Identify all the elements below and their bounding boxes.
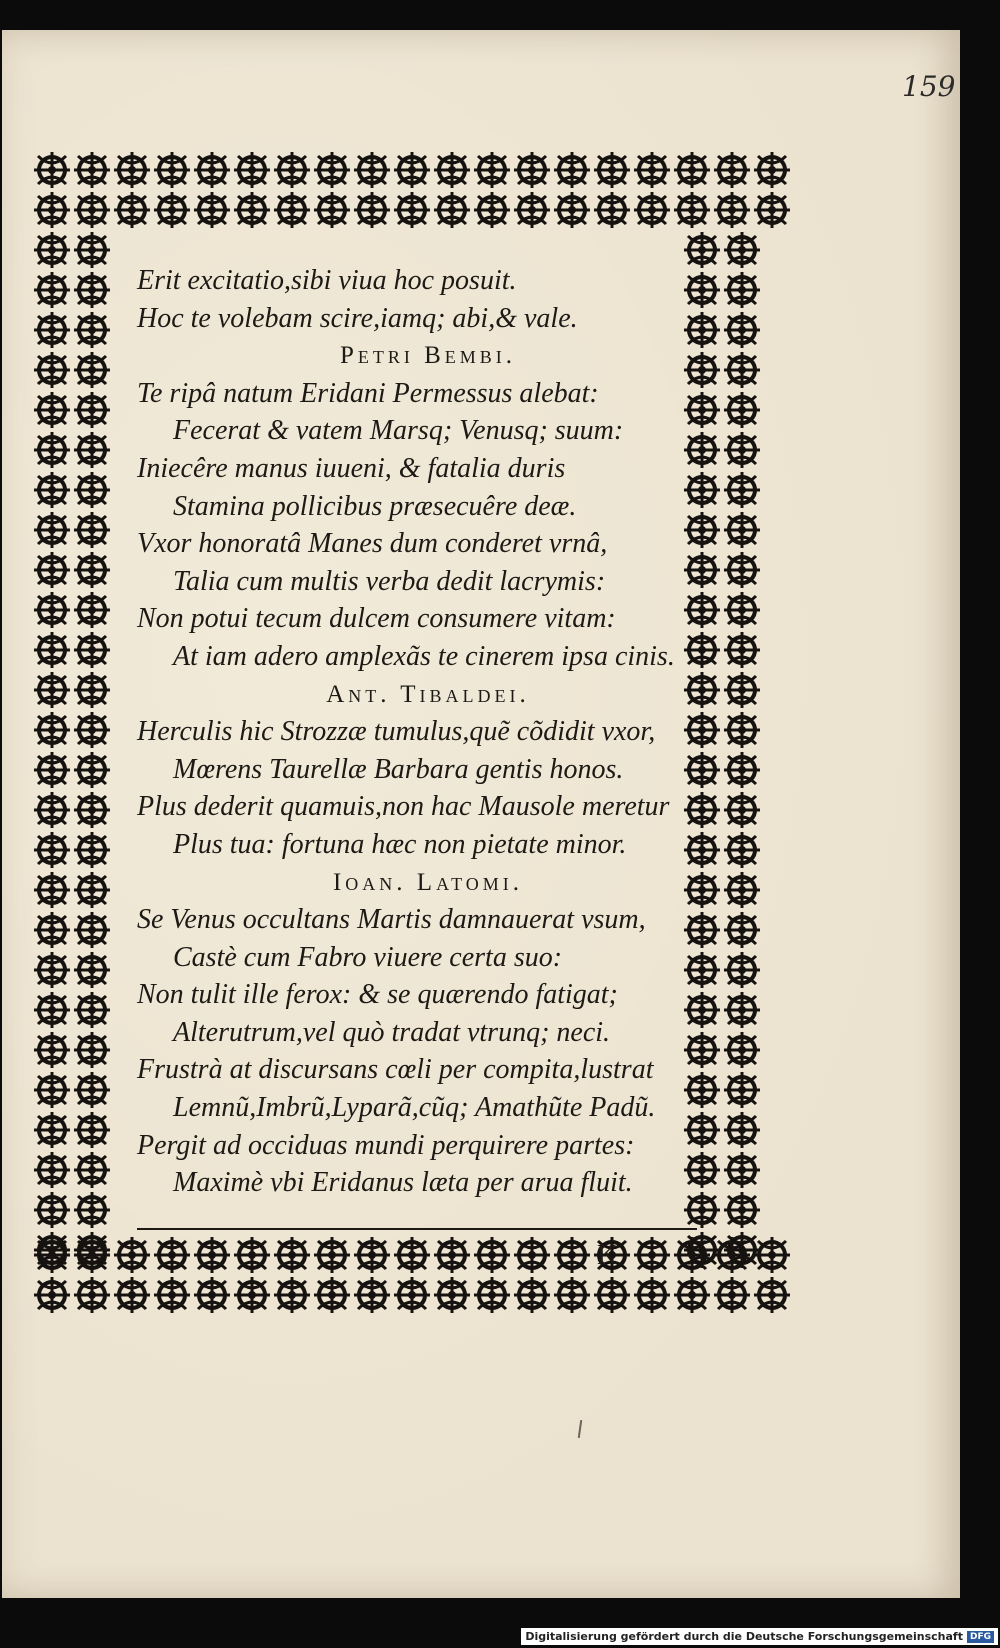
border-ornament (724, 472, 760, 508)
verse-line: Erit excitatio,sibi viua hoc posuit. (137, 265, 517, 296)
border-ornament (34, 792, 70, 828)
border-ornament (724, 272, 760, 308)
border-ornament (274, 1237, 310, 1273)
border-ornament (594, 192, 630, 228)
border-ornament (724, 432, 760, 468)
border-ornament (74, 592, 110, 628)
border-ornament (74, 1192, 110, 1228)
border-ornament (74, 1072, 110, 1108)
border-ornament (724, 912, 760, 948)
verse-line: Iniecêre manus iuueni, & fatalia duris (137, 452, 566, 484)
border-ornament (34, 912, 70, 948)
border-ornament (34, 1032, 70, 1068)
border-ornament (754, 1237, 790, 1273)
border-ornament (74, 552, 110, 588)
verse-line: Lemnũ,Imbrũ,Lyparã,cũq; Amathũte Padũ. (173, 1092, 656, 1124)
verse-line: Non potui tecum dulcem consumere vitam: (137, 603, 616, 635)
border-ornament (724, 232, 760, 268)
border-ornament (394, 1277, 430, 1313)
verse-line: Pergit ad occiduas mundi perquirere partes: (137, 1129, 635, 1161)
verse-line: Alterutrum,vel quò tradat vtrunq; neci. (173, 1016, 611, 1048)
border-ornament (234, 1277, 270, 1313)
border-ornament (314, 152, 350, 188)
border-ornament (74, 832, 110, 868)
book-page (2, 30, 960, 1598)
border-ornament (274, 1277, 310, 1313)
border-ornament (314, 192, 350, 228)
border-ornament (114, 192, 150, 228)
border-ornament (74, 312, 110, 348)
border-ornament (34, 672, 70, 708)
border-ornament (634, 152, 670, 188)
border-ornament (74, 432, 110, 468)
border-ornament (724, 592, 760, 628)
border-ornament (724, 832, 760, 868)
border-ornament (754, 1277, 790, 1313)
border-ornament (724, 632, 760, 668)
border-ornament (724, 992, 760, 1028)
verse-line: Plus dederit quamuis,non hac Mausole meretur (137, 791, 670, 823)
border-ornament (434, 1237, 470, 1273)
border-ornament (234, 192, 270, 228)
border-ornament (234, 1237, 270, 1273)
border-ornament (74, 712, 110, 748)
border-ornament (34, 1232, 70, 1268)
border-ornament (724, 1112, 760, 1148)
border-ornament (34, 352, 70, 388)
border-ornament (154, 1237, 190, 1273)
section-heading: Ioan. Latomi. (332, 868, 523, 896)
border-ornament (74, 1032, 110, 1068)
pencil-mark (578, 1420, 582, 1438)
border-ornament (554, 152, 590, 188)
border-ornament (34, 632, 70, 668)
border-ornament (74, 512, 110, 548)
border-ornament (354, 1237, 390, 1273)
dfg-logo: DFG (967, 1631, 994, 1643)
border-ornament (724, 1192, 760, 1228)
border-ornament (514, 1277, 550, 1313)
border-ornament (74, 672, 110, 708)
footer-text: Digitalisierung gefördert durch die Deutsche Forschungsgemeinschaft (525, 1630, 963, 1643)
verse-line: Mœrens Taurellæ Barbara gentis honos. (173, 753, 624, 785)
border-ornament (34, 472, 70, 508)
border-ornament (314, 1277, 350, 1313)
verse-line: At iam adero amplexãs te cinerem ipsa cinis. (173, 640, 675, 672)
border-ornament (154, 152, 190, 188)
border-ornament (114, 1277, 150, 1313)
border-ornament (34, 832, 70, 868)
border-ornament (514, 152, 550, 188)
verse-line: Castè cum Fabro viuere certa suo: (173, 941, 563, 973)
border-ornament (34, 192, 70, 228)
border-ornament (74, 352, 110, 388)
border-ornament (724, 1232, 760, 1268)
border-ornament (194, 192, 230, 228)
border-ornament (724, 752, 760, 788)
verse-line: Frustrà at discursans cœli per compita,lustrat (137, 1054, 654, 1086)
border-ornament (724, 672, 760, 708)
border-ornament (74, 632, 110, 668)
border-ornament (74, 752, 110, 788)
border-ornament (154, 1277, 190, 1313)
border-ornament (74, 992, 110, 1028)
verse-line: Te ripâ natum Eridani Permessus alebat: (137, 377, 599, 409)
border-ornament (474, 152, 510, 188)
border-ornament (474, 1277, 510, 1313)
border-ornament (154, 192, 190, 228)
border-ornament (74, 1232, 110, 1268)
border-ornament (34, 1192, 70, 1228)
border-ornament (684, 1232, 720, 1268)
border-ornament (34, 712, 70, 748)
border-ornament (74, 952, 110, 988)
border-ornament (674, 192, 710, 228)
verse-line: Stamina pollicibus præsecuêre deæ. (173, 490, 577, 522)
border-ornament (34, 152, 70, 188)
border-ornament (234, 152, 270, 188)
border-ornament (724, 1072, 760, 1108)
border-ornament (34, 1072, 70, 1108)
border-ornament (34, 392, 70, 428)
border-ornament (594, 152, 630, 188)
digitization-footer (521, 1628, 998, 1645)
border-ornament (394, 152, 430, 188)
border-ornament (34, 752, 70, 788)
border-ornament (634, 192, 670, 228)
verse-line: Non tulit ille ferox: & se quærendo fatigat; (137, 979, 618, 1011)
border-ornament (74, 912, 110, 948)
border-ornament (74, 1152, 110, 1188)
border-ornament (34, 432, 70, 468)
border-ornament (724, 552, 760, 588)
border-ornament (724, 392, 760, 428)
border-ornament (74, 792, 110, 828)
border-ornament (34, 1112, 70, 1148)
border-ornament (714, 1277, 750, 1313)
border-ornament (724, 1152, 760, 1188)
border-ornament (34, 592, 70, 628)
border-ornament (74, 1112, 110, 1148)
border-ornament (754, 192, 790, 228)
border-ornament (74, 272, 110, 308)
border-ornament (674, 152, 710, 188)
border-ornament (674, 1277, 710, 1313)
border-ornament (34, 552, 70, 588)
border-ornament (194, 152, 230, 188)
section-heading: Petri Bembi. (339, 342, 517, 370)
border-ornament (474, 192, 510, 228)
border-ornament (274, 192, 310, 228)
border-ornament (724, 872, 760, 908)
border-ornament (434, 192, 470, 228)
border-ornament (194, 1277, 230, 1313)
border-ornament (74, 152, 110, 188)
border-ornament (514, 192, 550, 228)
border-ornament (554, 1277, 590, 1313)
poem-text (137, 262, 707, 1202)
border-ornament (354, 192, 390, 228)
border-ornament (114, 152, 150, 188)
border-ornament (554, 192, 590, 228)
border-ornament (194, 1237, 230, 1273)
border-ornament (74, 872, 110, 908)
border-ornament (34, 1277, 70, 1313)
border-ornament (724, 352, 760, 388)
verse-line: Talia cum multis verba dedit lacrymis: (173, 565, 606, 597)
border-ornament (274, 152, 310, 188)
signature-mark: K (597, 1240, 618, 1271)
border-ornament (554, 1237, 590, 1273)
border-ornament (714, 192, 750, 228)
border-ornament (434, 1277, 470, 1313)
border-ornament (394, 1237, 430, 1273)
border-ornament (34, 872, 70, 908)
border-ornament (724, 792, 760, 828)
verse-line: Maximè vbi Eridanus læta per arua fluit. (173, 1167, 633, 1199)
border-ornament (724, 512, 760, 548)
border-ornament (634, 1277, 670, 1313)
border-ornament (594, 1277, 630, 1313)
border-ornament (724, 952, 760, 988)
border-ornament (434, 152, 470, 188)
border-ornament (354, 152, 390, 188)
border-ornament (114, 1237, 150, 1273)
border-ornament (74, 1277, 110, 1313)
verse-line: Plus tua: fortuna hæc non pietate minor. (173, 828, 627, 860)
border-ornament (724, 712, 760, 748)
border-ornament (34, 512, 70, 548)
verse-line: Fecerat & vatem Marsq; Venusq; suum: (173, 415, 624, 447)
border-ornament (724, 312, 760, 348)
verse-line: Hoc te volebam scire,iamq; abi,& vale. (137, 302, 578, 334)
border-ornament (34, 232, 70, 268)
border-ornament (514, 1237, 550, 1273)
border-ornament (34, 992, 70, 1028)
border-ornament (724, 1032, 760, 1068)
border-ornament (34, 272, 70, 308)
border-ornament (474, 1237, 510, 1273)
folio-number: 159 (902, 70, 956, 103)
border-ornament (34, 952, 70, 988)
border-ornament (354, 1277, 390, 1313)
section-heading: Ant. Tibaldei. (326, 680, 530, 708)
border-ornament (754, 152, 790, 188)
verse-line: Vxor honoratâ Manes dum conderet vrnâ, (137, 528, 608, 560)
border-ornament (74, 192, 110, 228)
verse-line: Herculis hic Strozzæ tumulus,quẽ cõdidit vxor, (137, 716, 656, 748)
border-ornament (634, 1237, 670, 1273)
bottom-rule (137, 1228, 697, 1230)
border-ornament (74, 232, 110, 268)
border-ornament (74, 472, 110, 508)
border-ornament (394, 192, 430, 228)
border-ornament (714, 152, 750, 188)
border-ornament (34, 1152, 70, 1188)
border-ornament (34, 312, 70, 348)
verse-line: Se Venus occultans Martis damnauerat vsum, (137, 904, 646, 936)
border-ornament (314, 1237, 350, 1273)
border-ornament (74, 392, 110, 428)
